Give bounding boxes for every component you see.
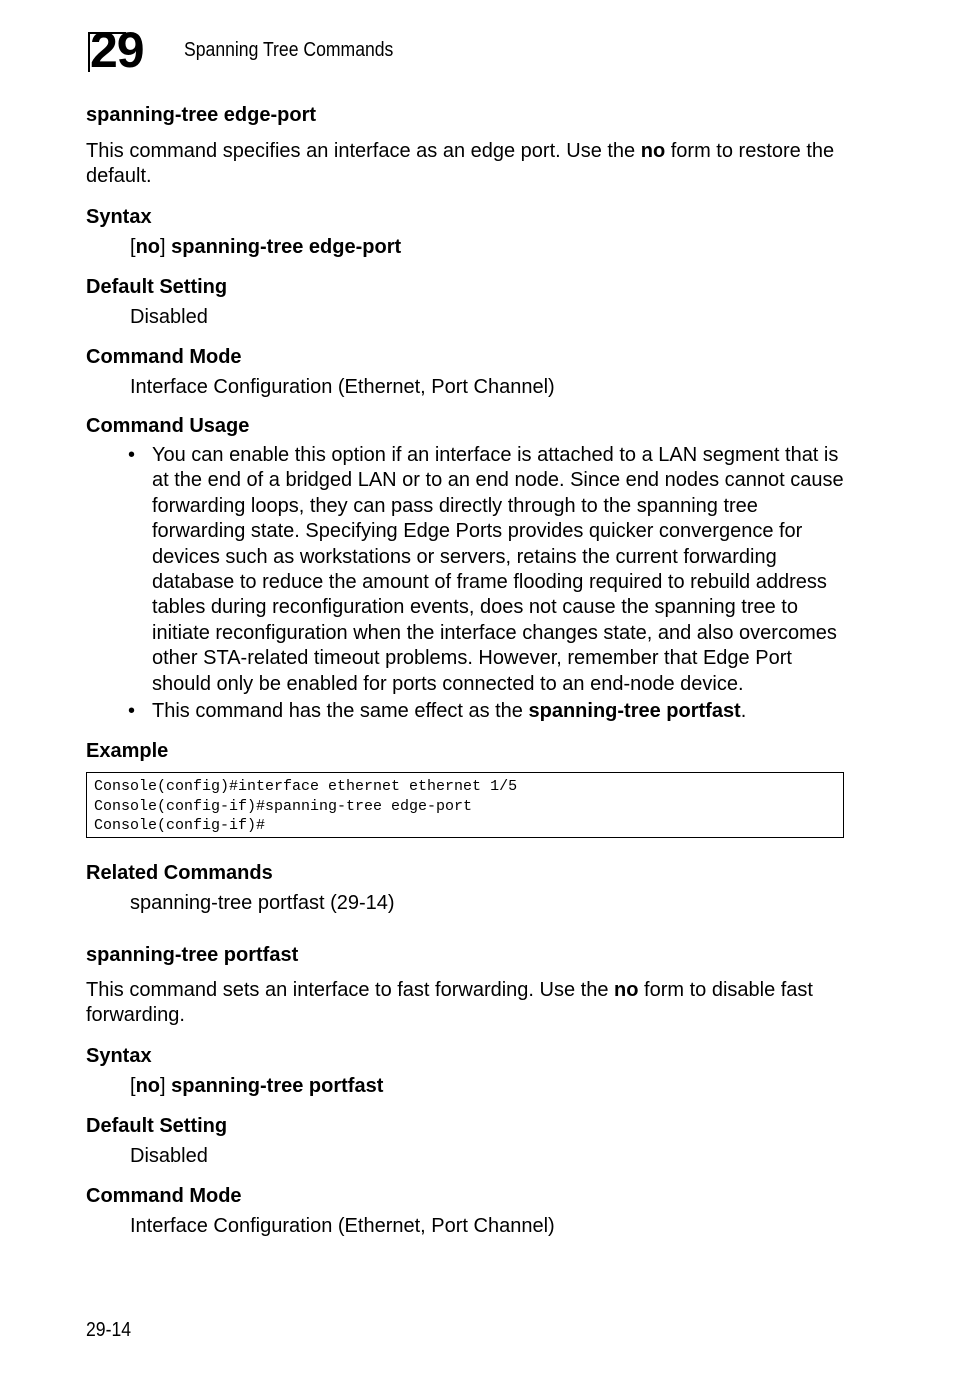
related-commands-value: spanning-tree portfast (29-14) bbox=[130, 892, 395, 914]
chapter-number: 29 bbox=[90, 22, 144, 78]
command-heading-portfast: spanning-tree portfast bbox=[86, 944, 299, 966]
example-code-block bbox=[86, 772, 844, 838]
code-line: Console(config)#interface ethernet ethernet 1/5 bbox=[94, 778, 518, 795]
code-line: Console(config-if)# bbox=[94, 817, 266, 834]
usage-bullet-1-text: You can enable this option if an interface is attached to a LAN segment that is at the end of a bridged LAN or to an end node. Since end nodes cannot cause forwarding loops, they can pass directly through to the spanning tree forwarding state. Specifying Edge Ports provides quicker convergence for devices such as workstations or servers, retains the current forwarding database to reduce the amount of frame flooding required to rebuild address tables during reconfiguration events, does not cause the spanning tree to initiate reconfiguration when the interface changes state, and also overcomes other STA-related timeout problems. However, remember that Edge Port should only be enabled for ports connected to an end-node device. bbox=[152, 444, 844, 695]
command-mode-heading: Command Mode bbox=[86, 346, 242, 368]
bullet-dot: • bbox=[128, 444, 136, 466]
default-setting-heading: Default Setting bbox=[86, 1115, 228, 1137]
command-heading-edge-port: spanning-tree edge-port bbox=[86, 104, 317, 126]
portfast-description: This command sets an interface to fast forwarding. Use the no form to disable fast forwarding. bbox=[86, 979, 813, 1026]
default-setting-value: Disabled bbox=[130, 306, 208, 328]
syntax-line: [no] spanning-tree portfast bbox=[130, 1075, 384, 1097]
example-heading: Example bbox=[86, 740, 169, 762]
related-commands-heading: Related Commands bbox=[86, 862, 273, 884]
command-mode-value: Interface Configuration (Ethernet, Port Channel) bbox=[130, 1215, 555, 1237]
chapter-title: Spanning Tree Commands bbox=[184, 39, 394, 61]
command-mode-value: Interface Configuration (Ethernet, Port Channel) bbox=[130, 376, 555, 398]
bullet-dot: • bbox=[128, 700, 136, 722]
page-number: 29-14 bbox=[86, 1319, 132, 1341]
syntax-heading: Syntax bbox=[86, 1045, 152, 1067]
default-setting-value: Disabled bbox=[130, 1145, 208, 1167]
command-usage-heading: Command Usage bbox=[86, 415, 250, 437]
syntax-line: [no] spanning-tree edge-port bbox=[130, 236, 402, 258]
code-line: Console(config-if)#spanning-tree edge-port bbox=[94, 797, 473, 815]
command-mode-heading: Command Mode bbox=[86, 1185, 242, 1207]
syntax-heading: Syntax bbox=[86, 206, 152, 228]
edge-port-description: This command specifies an interface as an edge port. Use the no form to restore the default. bbox=[86, 140, 835, 187]
default-setting-heading: Default Setting bbox=[86, 276, 228, 298]
usage-bullet-2-text: This command has the same effect as the spanning-tree portfast. bbox=[152, 700, 747, 722]
